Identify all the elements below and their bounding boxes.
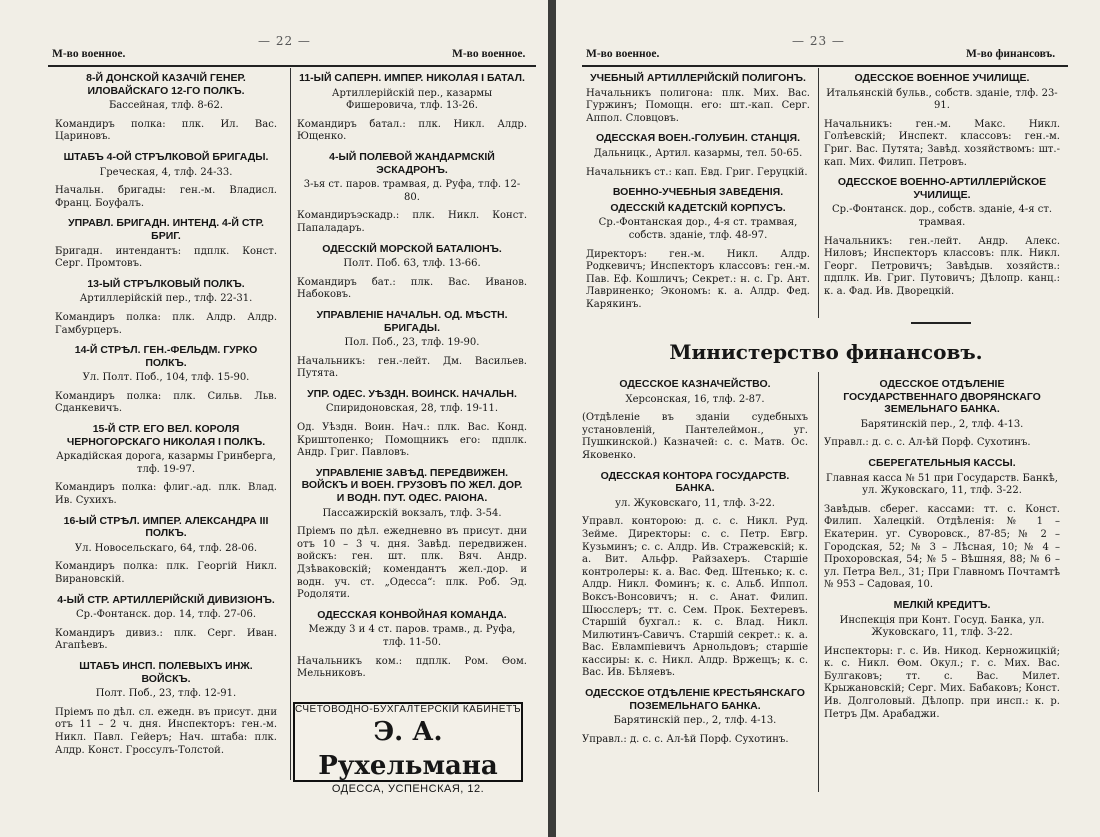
directory-entry — [55, 423, 277, 508]
directory-entry — [824, 457, 1060, 592]
entry-address: Между 3 и 4 ст. паров. трамв., д. Руфа, тлф. 11-50. — [308, 624, 516, 648]
entry-officials: Управл. конторою: д. с. с. Никл. Руд. Зейме. Директоры: с. с. Петр. Евгр. Кузьминъ; с. с. Алдр. Ив. Стражевскiй; к. а. Вит. Альфр. Райзахеръ. Старшiе контролеры: к. а. Вас. Фед. Штенько; к. с. Алдр. Никл. Фоминъ; к. с. Альб. Иппол. Воксъ-Вонсовичъ; н. с. Анат. Филип. Шюсслеръ; тт. с. Сем. Прок. Бехтеревъ. Старшiй бухгал.: к. с. Влад. Никл. Милютинъ-Савичъ. Старшiй секрет.: к. а. Вас. Евлампiевичъ Арнольдовъ; старшiе кассиры: к. с. Никл. Алдр. Вржещъ; к. с. Вас. Ив. Бѣляевъ. — [582, 516, 808, 679]
entry-heading: 16-ЫЙ СТРѢЛ. ИМПЕР. АЛЕКСАНДРА III ПОЛКЪ. — [63, 514, 269, 540]
entry-address: Пол. Поб., 23, тлф. 19-90. — [344, 337, 480, 349]
entry-heading: МЕЛКIЙ КРЕДИТЪ. — [893, 598, 991, 611]
entry-officials: Командиръ полка: плк. Алдр. Алдр. Гамбурцеръ. — [55, 311, 277, 336]
entry-address: Спиридоновская, 28, тлф. 19-11. — [325, 403, 499, 415]
directory-entry — [582, 378, 808, 463]
book-gutter — [548, 0, 556, 837]
directory-entry — [586, 72, 810, 125]
directory-entry — [297, 467, 527, 602]
entry-address: Артиллерiйскiй пер., казармы Фишеровича, тлф. 13-26. — [331, 87, 493, 112]
entry-heading: ОДЕССКIЙ КАДЕТСКIЙ КОРПУСЪ. — [610, 201, 786, 214]
right-column-4 — [824, 378, 1060, 818]
right-page — [556, 0, 1100, 837]
page-number: — 23 — — [792, 34, 845, 48]
entry-address: Итальянскiй бульв., собств. зданiе, тлф. 23-91. — [826, 87, 1058, 112]
ad-line-1: СЧЕТОВОДНО-БУХГАЛТЕРСКIЙ КАБИНЕТЪ — [295, 704, 522, 715]
entry-officials: Прiемъ по дѣл. сл. ежедн. въ присут. дни отъ 11 – 2 ч. дня. Инспекторъ: ген.-м. Никл. Павл. Гейеръ; Нач. штаба: плк. Алдр. Конст. Гросcулъ-Толстой. — [55, 706, 277, 756]
header-rule — [582, 65, 1068, 67]
entry-officials: Начальникъ ком.: пдплк. Ром. Ѳом. Мельниковъ. — [297, 655, 527, 680]
entry-heading: УПРАВЛ. БРИГАДН. ИНТЕНД. 4-Й СТР. БРИГ. — [68, 217, 264, 242]
entry-address: Полт. Поб. 63, тлф. 13-66. — [343, 258, 481, 270]
column-divider-top — [818, 68, 819, 318]
header-rule — [48, 65, 536, 67]
entry-heading: УПР. ОДЕС. УѢЗДН. ВОИНСК. НАЧАЛЬН. — [307, 387, 517, 400]
entry-officials: Директоръ: ген.-м. Никл. Алдр. Родкевичъ; Инспекторъ классовъ: ген.-м. Пав. Еф. Кошличъ; Секрет.: н. с. Гр. Ант. Лавриненко; Экономъ: к. а. Алдр. Фед. Карякинъ. — [586, 248, 810, 310]
entry-officials: Командиръ полка: плк. Ил. Вас. Цариновъ. — [55, 118, 277, 143]
entry-heading: 11-ЫЙ САПЕРН. ИМПЕР. НИКОЛАЯ I БАТАЛ. — [299, 72, 525, 84]
entry-heading: ОДЕССКАЯ КОНВОЙНАЯ КОМАНДА. — [317, 608, 507, 621]
directory-entry — [582, 470, 808, 681]
entry-address: Ср.-Фонтанская дор., 4-я ст. трамвая, собств. зданiе, тлф. 48-97. — [598, 217, 798, 241]
entry-address: Греческая, 4, тлф. 24-33. — [99, 166, 233, 178]
entry-officials: Начальникъ: ген.-лейт. Андр. Алекс. Ниловъ; Инспекторъ классовъ: плк. Никл. Георг. Петровичъ; Завѣдыв. хозяйств.: пдплк. Ив. Григ. Путовичъ; Дѣлопр. канц.: к. а. Фад. Ив. Дворецкiй. — [824, 235, 1060, 297]
directory-entry — [297, 609, 527, 681]
entry-address: Ср.-Фонтанск. дор. 14, тлф. 27-06. — [75, 609, 257, 621]
directory-entry — [297, 309, 527, 381]
entry-address: Артиллерiйскiй пер., тлф. 22-31. — [79, 293, 253, 305]
entry-officials: Начальникъ: ген.-м. Макс. Никл. Голѣевскiй; Инспект. классовъ: ген.-м. Григ. Вас. Путята; Завѣд. хозяйствомъ: шт.-кап. Мих. Филип. Петровъ. — [824, 118, 1060, 168]
directory-entry — [55, 344, 277, 416]
running-header-left: М-во военное. — [52, 48, 126, 60]
directory-entry — [824, 72, 1060, 169]
right-column-2 — [824, 72, 1060, 312]
entry-officials: Завѣдыв. сберег. кассами: тт. с. Конст. Филип. Халецкiй. Отдѣленiя: № 1 – Екатерин. уг. Суворовск., 87-85; № 2 – Городская, 52; № 3 – Лѣсная, 10; № 4 – Прохоровская, 54; № 5 – Вѣшняя, 88; № 6 – ул. Петра Вел., 31; При Главномъ Почтамтѣ № 953 – Садовая, 10. — [824, 503, 1060, 591]
entry-officials: Бригадн. интендантъ: пдплк. Конст. Серг. Промтовъ. — [55, 245, 277, 270]
entry-address: Инспекцiя при Конт. Госуд. Банка, ул. Жуковскаго, 11, тлф. 3-22. — [839, 614, 1045, 639]
entry-heading: УПРАВЛЕНIЕ НАЧАЛЬН. ОД. МѢСТН. БРИГАДЫ. — [316, 308, 508, 334]
entry-officials: Начальникъ ст.: кап. Евд. Григ. Геруцкiй. — [586, 166, 808, 178]
entry-heading: ОДЕССКОЕ ОТДѢЛЕНIЕ КРЕСТЬЯНСКАГО ПОЗЕМЕЛЬНАГО БАНКА. — [585, 687, 805, 712]
advertisement-box — [293, 702, 523, 795]
directory-entry — [297, 72, 527, 144]
right-column-3 — [582, 378, 808, 818]
ad-line-3: ОДЕССА, УСПЕНСКАЯ, 12. — [331, 783, 485, 795]
entry-address: Барятинскiй пер., 2, тлф. 4-13. — [860, 418, 1024, 430]
running-header-right: М-во финансовъ. — [966, 48, 1056, 60]
entry-heading: 4-ЫЙ ПОЛЕВОЙ ЖАНДАРМСКIЙ ЭСКАДРОНЪ. — [329, 150, 495, 176]
entry-heading: 8-Й ДОНСКОЙ КАЗАЧIЙ ГЕНЕР. ИЛОВАЙСКАГО 12-ГО ПОЛКЪ. — [86, 72, 246, 97]
entry-heading: УПРАВЛЕНIЕ ЗАВѢД. ПЕРЕДВИЖЕН. ВОЙСКЪ И ВОЕН. ГРУЗОВЪ ПО ЖЕЛ. ДОР. И ВОДН. ПУТ. ОДЕС. РАIОНА. — [301, 466, 523, 505]
entry-heading: ШТАБЪ 4-ОЙ СТРЪЛКОВОЙ БРИГАДЫ. — [63, 150, 269, 163]
directory-entry — [55, 217, 277, 270]
entry-address: Ул. Новосельскаго, 64, тлф. 28-06. — [74, 542, 258, 554]
entry-heading: ВОЕННО-УЧЕБНЫЯ ЗАВЕДЕНIЯ. — [612, 186, 784, 199]
entry-officials: Начальн. бригады: ген.-м. Владисл. Франц. Боуфалъ. — [55, 185, 277, 209]
entry-heading: 14-Й СТРѢЛ. ГЕН.-ФЕЛЬДМ. ГУРКО ПОЛКЪ. — [74, 344, 258, 369]
entry-heading: ОДЕССКАЯ ВОЕН.-ГОЛУБИН. СТАНЦIЯ. — [595, 132, 801, 145]
entry-address: Главная касса № 51 при Государств. Банкѣ, ул. Жуковскаго, 11, тлф. 3-22. — [826, 472, 1058, 497]
column-divider-bottom — [818, 372, 819, 792]
column-divider — [290, 68, 291, 780]
entry-heading: 13-ЫЙ СТРЪЛКОВЫЙ ПОЛКЪ. — [87, 277, 245, 290]
entry-address: Дальницк., Артил. казармы, тел. 50-65. — [593, 147, 803, 159]
directory-entry — [55, 72, 277, 144]
ministry-title: Министерство финансовъ. — [669, 340, 983, 364]
directory-entry — [55, 515, 277, 587]
entry-officials: Командиръэскадр.: плк. Никл. Конст. Папаладаръ. — [297, 210, 527, 234]
directory-entry — [586, 202, 810, 312]
running-header-left: М-во военное. — [586, 48, 660, 60]
entry-address: ул. Жуковскаго, 11, тлф. 3-22. — [615, 497, 775, 509]
entry-officials: Командиръ полка: флиг.-ад. плк. Влад. Ив. Сухихъ. — [55, 482, 277, 507]
entry-officials: Начальникъ полигона: плк. Мих. Вас. Гуржинъ; Помощн. его: шт.-кап. Серг. Аппол. Словцовъ. — [586, 87, 810, 124]
entry-officials: Командиръ батал.: плк. Никл. Алдр. Ющенко. — [297, 118, 527, 143]
entry-officials: Управл.: д. с. с. Ал-ѣй Порф. Сухотинъ. — [824, 437, 1031, 449]
entry-address: 3-ья ст. паров. трамвая, д. Руфа, тлф. 12-80. — [303, 179, 521, 203]
entry-heading: ОДЕССКОЕ КАЗНАЧЕЙСТВО. — [619, 378, 771, 390]
directory-entry — [55, 151, 277, 210]
entry-officials: Командиръ дивиз.: плк. Серг. Иван. Агапѣевъ. — [55, 627, 277, 652]
entry-address: Барятинскiй пер., 2, тлф. 4-13. — [613, 715, 777, 727]
directory-entry — [55, 278, 277, 337]
entry-address: Ср.-Фонтанск. дор., собств. зданiе, 4-я ст. трамвая. — [831, 204, 1053, 228]
entry-heading: 15-Й СТР. ЕГО ВЕЛ. КОРОЛЯ ЧЕРНОГОРСКАГО НИКОЛАЯ I ПОЛКЪ. — [66, 423, 266, 448]
ad-line-2: Э. А. Рухельмана — [318, 717, 498, 781]
entry-officials: Прiемъ по дѣл. ежедневно въ присут. дни отъ 10 – 3 ч. дня. Завѣд. передвижен. войскъ: ген. шт. плк. Вяч. Андр. Дзѣваковскiй; комендантъ жел.-дор. и водн. уч. ст. „Одесса“: плк. Роб. Эд. Родоляти. — [297, 526, 527, 601]
short-divider — [911, 322, 971, 324]
entry-heading: ОДЕССКОЕ ВОЕННОЕ УЧИЛИЩЕ. — [854, 72, 1030, 84]
entry-officials: Командиръ полка: плк. Сильв. Льв. Сданкевичъ. — [55, 390, 277, 415]
directory-entry — [586, 132, 810, 179]
directory-entry — [297, 388, 527, 460]
left-column-1 — [55, 72, 277, 792]
running-header-right: М-во военное. — [452, 48, 526, 60]
entry-address: Бассейная, тлф. 8-62. — [108, 100, 224, 112]
directory-entry — [824, 599, 1060, 721]
directory-entry — [824, 176, 1060, 298]
right-column-1 — [586, 72, 810, 327]
entry-heading: СБЕРЕГАТЕЛЬНЫЯ КАССЫ. — [868, 456, 1016, 469]
entry-officials: Командиръ бат.: плк. Вас. Иванов. Набоковъ. — [297, 276, 527, 301]
directory-entry — [824, 378, 1060, 450]
left-page — [0, 0, 548, 837]
entry-heading: ОДЕССКIЙ МОРСКОЙ БАТАЛIОНЪ. — [322, 242, 502, 255]
entry-heading: ШТАБЪ ИНСП. ПОЛЕВЫХЪ ИНЖ. ВОЙСКЪ. — [79, 659, 253, 685]
entry-address: Аркадiйская дорога, казармы Гринберга, тлф. 19-97. — [56, 451, 276, 475]
directory-entry — [586, 186, 810, 199]
entry-address: Херсонская, 16, тлф. 2-87. — [625, 393, 765, 405]
directory-entry — [55, 594, 277, 653]
entry-address: Пассажирскiй вокзалъ, тлф. 3-54. — [322, 507, 502, 519]
entry-heading: 4-ЫЙ СТР. АРТИЛЛЕРIЙСКIЙ ДИВИЗIОНЪ. — [57, 593, 275, 606]
entry-heading: ОДЕССКОЕ ВОЕННО-АРТИЛЛЕРIЙСКОЕ УЧИЛИЩЕ. — [837, 176, 1047, 201]
directory-entry — [55, 660, 277, 757]
entry-officials: Инспекторы: г. с. Ив. Никод. Керножицкiй; к. с. Никл. Ѳом. Окул.; г. с. Мих. Вас. Булгаковъ; тт. с. Вас. Милет. Крыжановскiй; Серг. Мих. Бабаковъ; Конст. Ив. Долголовый. Дѣлопр. при инсп.: к. р. Петръ Дм. Арабаджи. — [824, 645, 1060, 720]
entry-address: Полт. Поб., 23, тлф. 12-91. — [95, 688, 237, 700]
directory-entry — [582, 687, 808, 746]
entry-heading: ОДЕССКАЯ КОНТОРА ГОСУДАРСТВ. БАНКА. — [600, 469, 790, 495]
entry-address: Ул. Полт. Поб., 104, тлф. 15-90. — [82, 372, 250, 384]
page-number: — 22 — — [258, 34, 311, 48]
entry-officials: Начальникъ: ген.-лейт. Дм. Васильев. Путята. — [297, 355, 527, 380]
entry-officials: Од. Уѣздн. Воин. Нач.: плк. Вас. Конд. Криштопенко; Помощникъ его: пдплк. Андр. Григ. Павловъ. — [297, 422, 527, 459]
entry-officials: (Отдѣленiе въ зданiи судебныхъ установленiй, Пантелеймон., уг. Пушкинской.) Казначей: с. с. Матв. Ос. Яковенко. — [582, 412, 808, 461]
entry-heading: УЧЕБНЫЙ АРТИЛЛЕРIЙСКIЙ ПОЛИГОНЪ. — [590, 72, 806, 84]
entry-officials: Управл.: д. с. с. Ал-ѣй Порф. Сухотинъ. — [582, 733, 789, 745]
left-column-2 — [297, 72, 527, 692]
entry-heading: ОДЕССКОЕ ОТДѢЛЕНIЕ ГОСУДАРСТВЕННАГО ДВОРЯНСКАГО ЗЕМЕЛЬНАГО БАНКА. — [843, 378, 1041, 416]
directory-entry — [297, 151, 527, 236]
entry-officials: Командиръ полка: плк. Георгiй Никл. Вирановскiй. — [55, 561, 277, 585]
directory-entry — [297, 243, 527, 302]
